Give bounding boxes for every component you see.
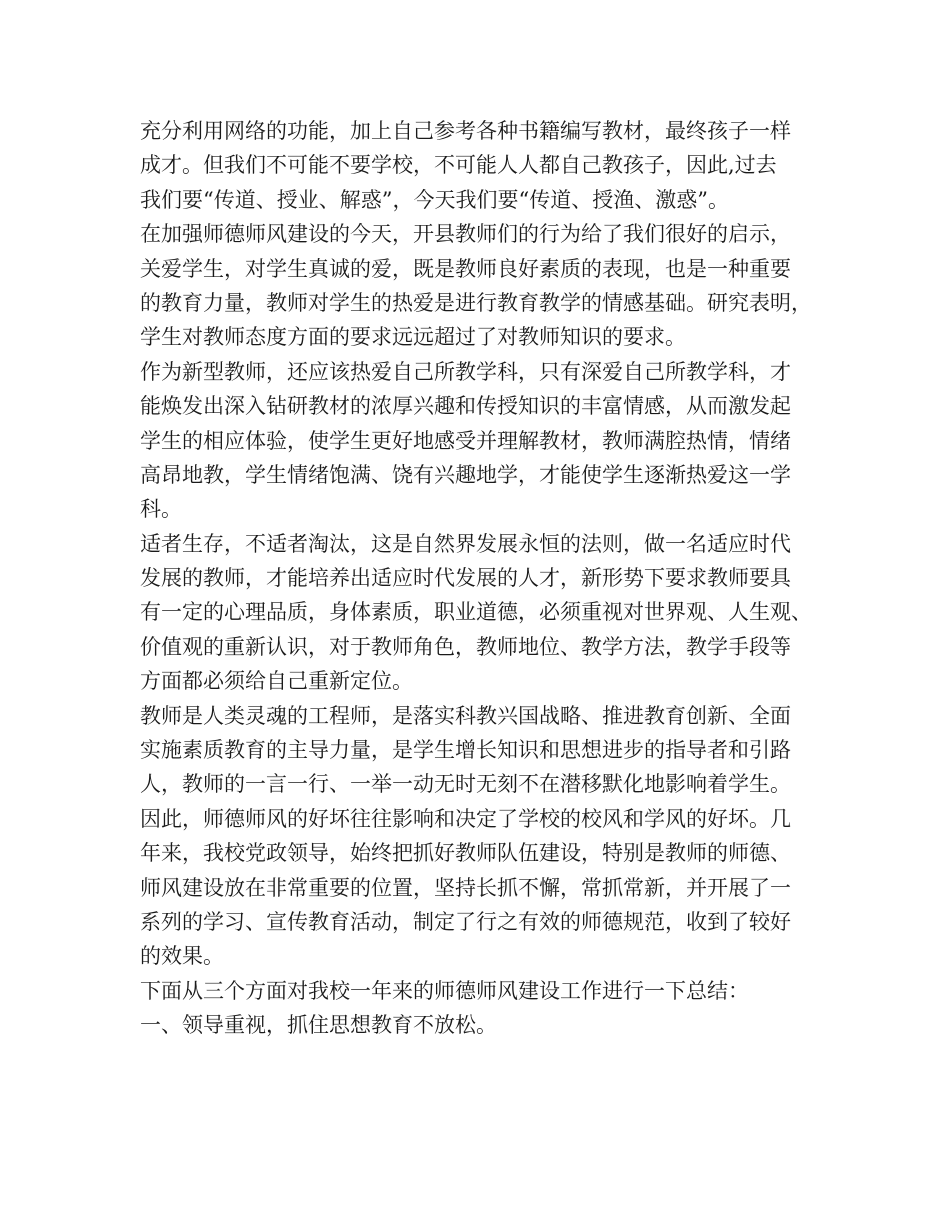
- text-line: 方面都必须给自己重新定位。: [140, 669, 413, 694]
- text-line: 我们要“传道、授业、解惑”，今天我们要“传道、授渔、激惑”。: [140, 187, 729, 212]
- text-line: 作为新型教师，还应该热爱自己所教学科，只有深爱自己所教学科，才: [140, 359, 791, 384]
- text-line: 价值观的重新认识，对于教师角色，教师地位、教学方法，教学手段等: [140, 634, 791, 659]
- text-line: 人，教师的一言一行、一举一动无时无刻不在潜移默化地影响着学生。: [140, 772, 791, 797]
- text-line: 适者生存，不适者淘汰，这是自然界发展永恒的法则，做一名适应时代: [140, 531, 791, 556]
- text-line: 下面从三个方面对我校一年来的师德师风建设工作进行一下总结：: [140, 978, 749, 1003]
- text-line: 师风建设放在非常重要的位置，坚持长抓不懈，常抓常新，并开展了一: [140, 875, 791, 900]
- text-line: 学生对教师态度方面的要求远远超过了对教师知识的要求。: [140, 325, 686, 350]
- text-line: 的教育力量，教师对学生的热爱是进行教育教学的情感基础。研究表明，: [140, 290, 812, 315]
- text-line: 教师是人类灵魂的工程师，是落实科教兴国战略、推进教育创新、全面: [140, 703, 791, 728]
- text-line: 科。: [140, 497, 182, 522]
- text-line: 关爱学生，对学生真诚的爱，既是教师良好素质的表现，也是一种重要: [140, 256, 791, 281]
- text-line: 学生的相应体验，使学生更好地感受并理解教材，教师满腔热情，情绪: [140, 428, 791, 453]
- text-line: 一、领导重视，抓住思想教育不放松。: [140, 1013, 497, 1038]
- text-line: 在加强师德师风建设的今天，开县教师们的行为给了我们很好的启示，: [140, 222, 791, 247]
- text-line: 成才。但我们不可能不要学校，不可能人人都自己教孩子，因此,过去: [140, 153, 777, 178]
- text-line: 年来，我校党政领导，始终把抓好教师队伍建设，特别是教师的师德、: [140, 841, 791, 866]
- text-line: 系列的学习、宣传教育活动，制定了行之有效的师德规范，收到了较好: [140, 909, 791, 934]
- text-line: 有一定的心理品质，身体素质，职业道德，必须重视对世界观、人生观、: [140, 600, 812, 625]
- body-text: [140, 114, 830, 1043]
- text-line: 高昂地教，学生情绪饱满、饶有兴趣地学，才能使学生逐渐热爱这一学: [140, 462, 791, 487]
- text-line: 的效果。: [140, 944, 224, 969]
- text-line: 因此，师德师风的好坏往往影响和决定了学校的校风和学风的好坏。几: [140, 806, 791, 831]
- text-line: 能焕发出深入钻研教材的浓厚兴趣和传授知识的丰富情感，从而激发起: [140, 394, 791, 419]
- text-line: 实施素质教育的主导力量，是学生增长知识和思想进步的指导者和引路: [140, 738, 791, 763]
- text-line: 发展的教师，才能培养出适应时代发展的人才，新形势下要求教师要具: [140, 566, 791, 591]
- text-line: 充分利用网络的功能，加上自己参考各种书籍编写教材，最终孩子一样: [140, 119, 791, 143]
